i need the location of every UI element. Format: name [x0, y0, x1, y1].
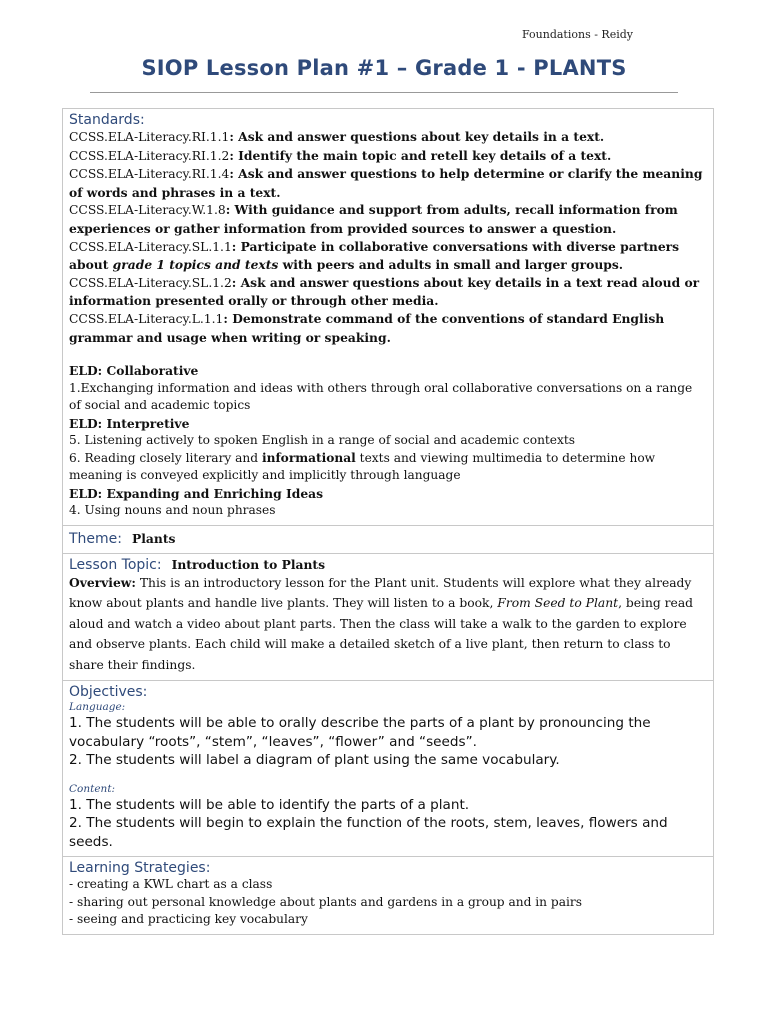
- page-title: SIOP Lesson Plan #1 – Grade 1 - PLANTS: [141, 56, 627, 80]
- eld-item: [69, 450, 707, 485]
- standard-text: : With guidance and support from adults, recall information from experiences or gather information from provided sources to answer a question.: [69, 202, 678, 236]
- topic-row: [69, 557, 707, 573]
- standard-text-after: with peers and adults in small and larger groups.: [278, 257, 624, 273]
- eld-item: 4. Using nouns and noun phrases: [69, 503, 276, 518]
- standard-code: CCSS.ELA-Literacy.L.1.1: [69, 311, 224, 326]
- theme-heading: Theme:: [69, 530, 123, 547]
- standard-text: : Ask and answer questions to help determine or clarify the meaning of words and phrases in a text.: [69, 166, 703, 200]
- standard-text: : Ask and answer questions about key details in a text.: [229, 129, 605, 144]
- standard-item: [69, 128, 707, 147]
- content-objective: 1. The students will be able to identify the parts of a plant.: [69, 796, 470, 813]
- standard-code: CCSS.ELA-Literacy.RI.1.2: [69, 148, 230, 163]
- overview-text: This is an introductory lesson for the Plant unit. Students will explore what they already know about plants and handle live plants. They will listen to a book,: [69, 575, 692, 611]
- topic-heading: Lesson Topic:: [69, 556, 162, 573]
- standard-item: [69, 310, 707, 346]
- standard-item: [69, 165, 707, 201]
- standard-item: [69, 274, 707, 310]
- header-author: Foundations - Reidy: [522, 28, 633, 41]
- content-objective: 2. The students will begin to explain the function of the roots, stem, leaves, flowers and seeds.: [69, 815, 668, 850]
- eld-item: 5. Listening actively to spoken English in a range of social and academic contexts: [69, 433, 576, 448]
- overview-text-after: , being read aloud and watch a video about plant parts. Then the class will take a walk to the garden to explore and observe plants. Each child will make a detailed sketch of a live plant, then return to class to share their findings.: [69, 596, 694, 672]
- language-objective: 1. The students will be able to orally describe the parts of a plant by pronouncing the vocabulary “roots”, “stem”, “leaves”, “flower” and “seeds”.: [69, 715, 651, 750]
- standard-text: : Ask and answer questions about key details in a text read aloud or information presented orally or through other media.: [69, 274, 700, 309]
- strategies-heading: Learning Strategies:: [69, 860, 211, 877]
- standards-section: [63, 109, 713, 526]
- standard-code: CCSS.ELA-Literacy.RI.1.1: [69, 130, 230, 144]
- standards-heading: Standards:: [69, 112, 145, 128]
- strategy-item: - seeing and practicing key vocabulary: [69, 912, 308, 927]
- standard-emphasis: grade 1 topics and texts: [112, 257, 279, 273]
- standard-text: : Identify the main topic and retell key details of a text.: [229, 147, 612, 163]
- lesson-topic-section: [63, 554, 713, 682]
- title-divider: [90, 92, 678, 93]
- strategy-item: - sharing out personal knowledge about plants and gardens in a group and in pairs: [69, 894, 582, 909]
- theme-section: [63, 526, 713, 554]
- spacer: [69, 770, 707, 782]
- content-label: Content:: [69, 782, 116, 795]
- overview-label: Overview:: [69, 574, 136, 590]
- eld-item-text-after: texts and viewing multimedia to determine how meaning is conveyed explicitly and implicitly through language: [69, 450, 656, 483]
- eld-standards: [69, 362, 707, 520]
- overview-paragraph: [69, 573, 707, 676]
- standard-code: CCSS.ELA-Literacy.SL.1.1: [69, 239, 232, 254]
- book-title: From Seed to Plant: [497, 596, 619, 611]
- standard-text: : Demonstrate command of the conventions of standard English grammar and usage when writing or speaking.: [69, 310, 665, 345]
- eld-heading: ELD: Collaborative: [69, 363, 199, 379]
- objectives-heading: Objectives:: [69, 684, 148, 701]
- language-objective: 2. The students will label a diagram of plant using the same vocabulary.: [69, 752, 560, 769]
- eld-item-text: 6. Reading closely literary and: [69, 450, 262, 465]
- standard-code: CCSS.ELA-Literacy.W.1.8: [69, 203, 226, 218]
- language-label: Language:: [69, 701, 126, 714]
- strategy-item: - creating a KWL chart as a class: [69, 877, 273, 892]
- lesson-plan-table: [62, 108, 714, 935]
- eld-heading: ELD: Expanding and Enriching Ideas: [69, 485, 324, 501]
- objectives-section: [63, 681, 713, 857]
- standard-item: [69, 238, 707, 274]
- topic-value: Introduction to Plants: [171, 556, 326, 572]
- strategies-section: [63, 857, 713, 934]
- standard-text: : Participate in collaborative conversations with diverse partners about: [69, 238, 680, 273]
- standard-item: [69, 201, 707, 237]
- standard-item: [69, 147, 707, 166]
- eld-heading: ELD: Interpretive: [69, 415, 190, 431]
- standard-code: CCSS.ELA-Literacy.SL.1.2: [69, 275, 232, 290]
- eld-item-bold: informational: [261, 450, 356, 465]
- theme-value: Plants: [132, 530, 176, 546]
- theme-row: [69, 531, 707, 547]
- standard-code: CCSS.ELA-Literacy.RI.1.4: [69, 167, 230, 182]
- eld-item: 1.Exchanging information and ideas with others through oral collaborative conversations on a range of social and academic topics: [69, 380, 693, 413]
